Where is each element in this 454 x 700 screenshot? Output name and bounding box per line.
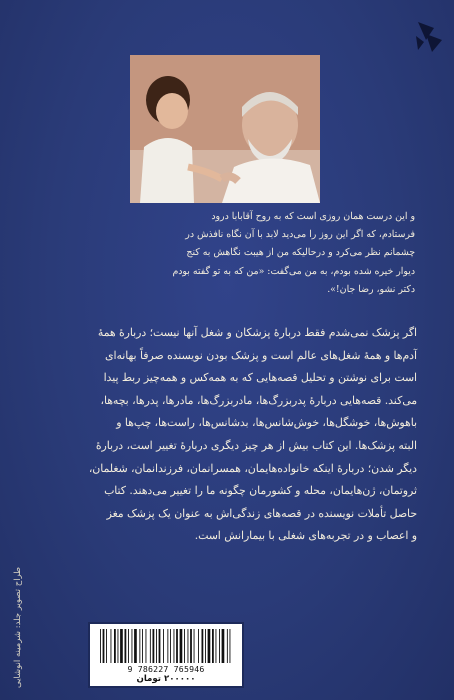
blurb-line: اگر پزشک نمی‌شدم فقط دربارهٔ پزشکان و شغل آنها نیست؛ دربارهٔ همهٔ <box>97 326 417 339</box>
publisher-logo-icon <box>414 20 444 54</box>
blurb-line: البته پزشک‌ها. این کتاب بیش از هر چیز دیگری دربارهٔ تغییر است، دربارهٔ <box>95 438 417 452</box>
caption-line: دکتر نشو، رضا جان!». <box>327 283 415 295</box>
blurb-line: باهوش‌ها، خوشگل‌ها، خوش‌شانس‌ها، بدشانس‌ها، راست‌ها، چپ‌ها و <box>116 416 417 430</box>
isbn-number: 9 786227 765946 <box>127 664 205 674</box>
cover-photo <box>130 55 320 203</box>
barcode-icon <box>98 629 234 663</box>
caption-line: فرستادم، که اگر این روز را می‌دید لابد با آن نگاه نافذش در <box>185 229 415 241</box>
blurb-line: می‌کند. قصه‌هایی دربارهٔ پدربزرگ‌ها، مادربزرگ‌ها، مادرها، پدرها، بچه‌ها، <box>100 393 417 407</box>
blurb-line: ثروتمان، ژن‌هایمان، محله و کشورمان چگونه ما را تغییر می‌دهند. کتاب <box>104 484 417 498</box>
caption-line: و این درست همان روزی است که به روح آقابابا درود <box>211 211 415 222</box>
caption-line: چشمانم نظر می‌کرد و درحالیکه من از هیبت نگاهش به کنج <box>186 247 415 259</box>
caption-line: دیوار خیره شده بودم، به من می‌گفت: «من که به تو گفته بودم <box>172 265 415 277</box>
blurb-line: است برای نوشتن و تحلیل قصه‌هایی که به همه‌کس و همه‌چیز ربط پیدا <box>103 371 417 385</box>
epigraph-text <box>115 208 415 299</box>
book-description <box>82 322 417 548</box>
blurb-line: حاصل تأملات نویسنده در قصه‌های زندگی‌اش به عنوان یک پزشک مغز <box>106 506 417 520</box>
cover-designer-credit <box>2 562 23 690</box>
blurb-line: آدم‌ها و همهٔ شغل‌های عالم است و پزشک بودن نویسنده صرفاً بهانه‌ای <box>105 348 417 362</box>
credit-text: طراح تصویر جلد: شرمینه انوشایی <box>13 566 23 688</box>
barcode-label <box>88 622 244 688</box>
blurb-line: و اعصاب و در تجربه‌های شغلی با بیمارانش است. <box>194 529 417 543</box>
blurb-line: دیگر شدن؛ دربارهٔ اینکه خانواده‌هایمان، همسرانمان، فرزندانمان، شغلمان، <box>88 461 417 475</box>
price-tag: ۲۰۰۰۰۰ تومان <box>136 674 196 684</box>
